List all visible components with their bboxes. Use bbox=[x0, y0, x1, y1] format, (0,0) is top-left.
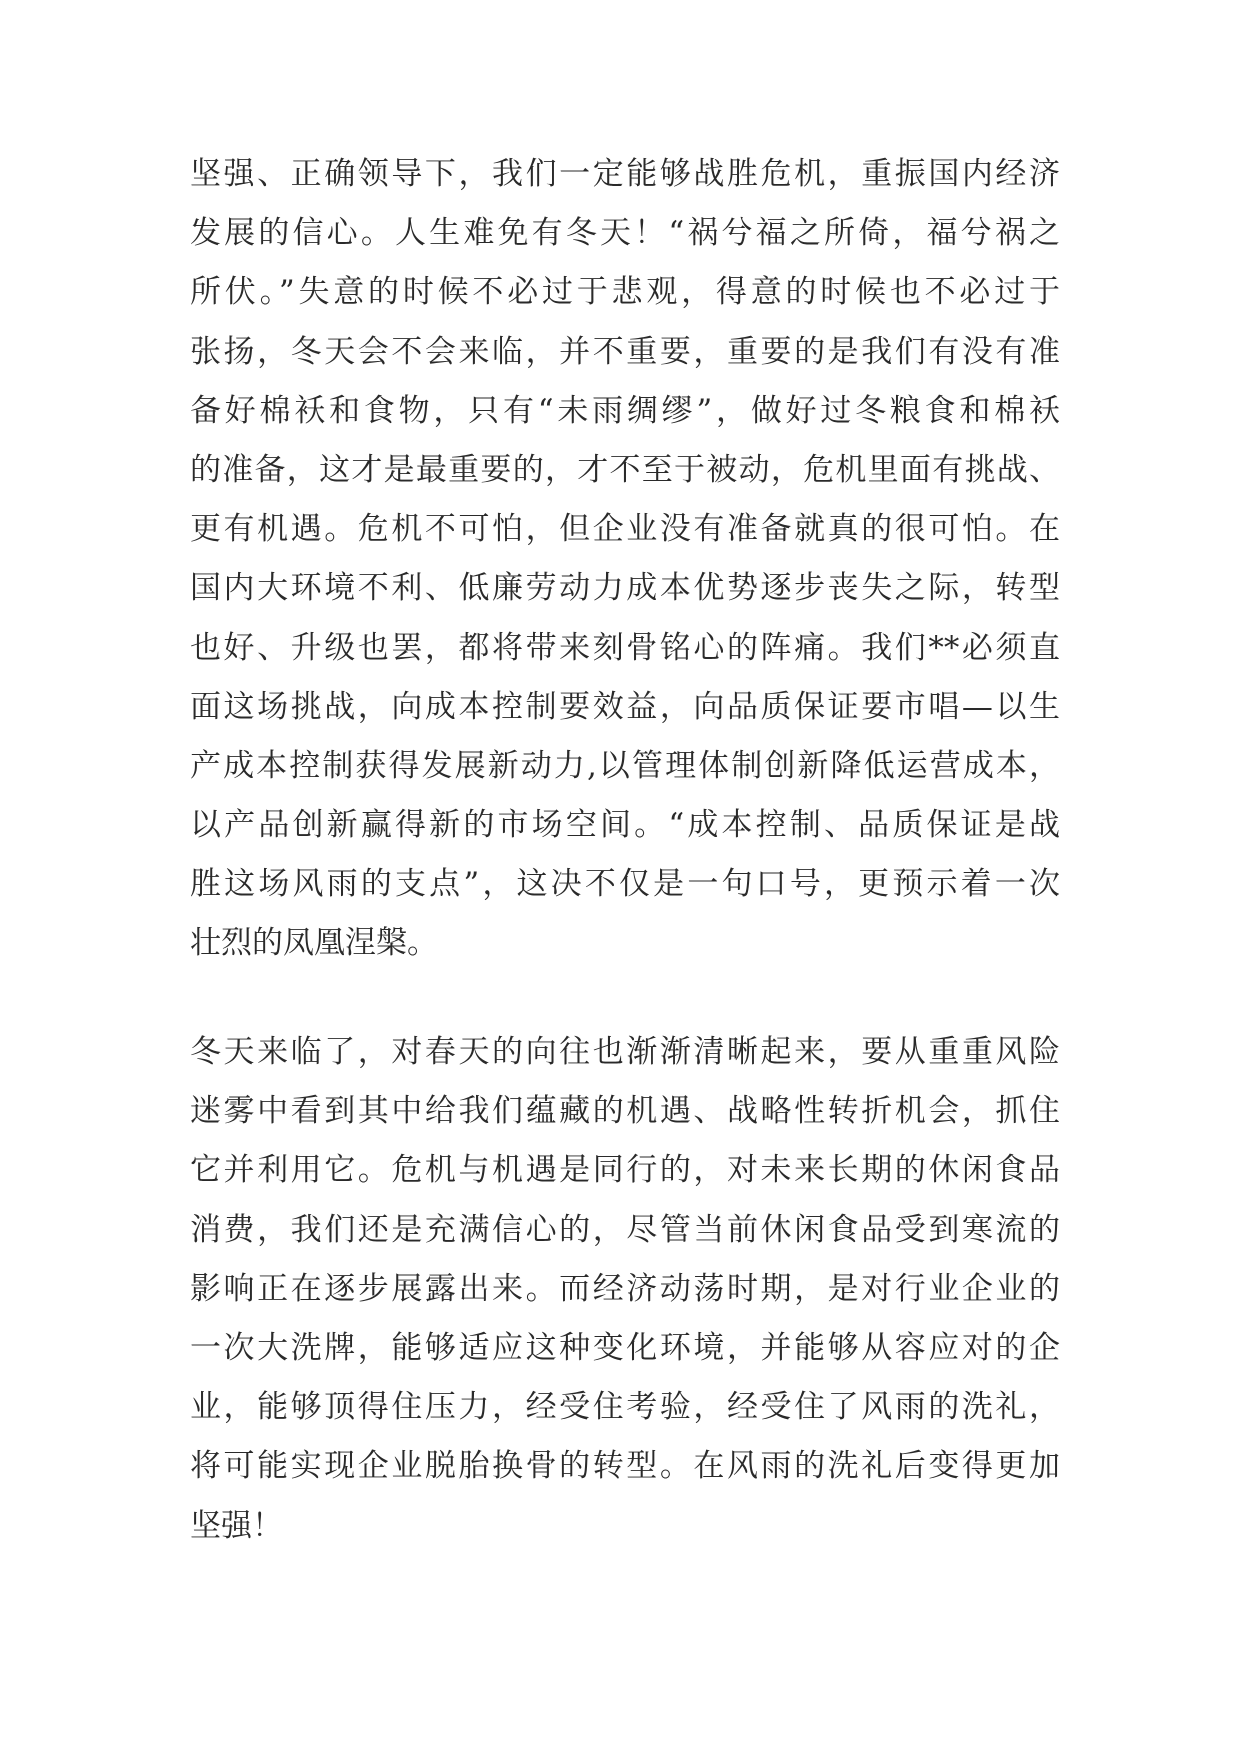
text-line: 张扬，冬天会不会来临，并不重要，重要的是我们有没有准 bbox=[190, 333, 1060, 370]
text-line: 发展的信心。人生难免有冬天！“祸兮福之所倚，福兮祸之 bbox=[190, 215, 1060, 252]
text-line: 将可能实现企业脱胎换骨的转型。在风雨的洗礼后变得更加 bbox=[190, 1448, 1060, 1485]
text-line: 影响正在逐步展露出来。而经济动荡时期，是对行业企业的 bbox=[190, 1270, 1060, 1307]
text-line: 迷雾中看到其中给我们蕴藏的机遇、战略性转折机会，抓住 bbox=[190, 1093, 1060, 1130]
text-line: 业，能够顶得住压力，经受住考验，经受住了风雨的洗礼， bbox=[190, 1389, 1060, 1426]
text-line: 胜这场风雨的支点”，这决不仅是一句口号，更预示着一次 bbox=[190, 866, 1060, 903]
text-line: 备好棉袄和食物，只有“未雨绸缪”，做好过冬粮食和棉袄 bbox=[190, 392, 1060, 429]
text-line: 消费，我们还是充满信心的，尽管当前休闲食品受到寒流的 bbox=[190, 1211, 1060, 1248]
text-line: 也好、升级也罢，都将带来刻骨铭心的阵痛。我们**必须直 bbox=[190, 629, 1060, 666]
text-line-last: 壮烈的凤凰涅槃。 bbox=[190, 925, 438, 962]
text-line: 坚强、正确领导下，我们一定能够战胜危机，重振国内经济 bbox=[190, 156, 1060, 192]
paragraph-1 bbox=[190, 145, 1060, 974]
text-line: 的准备，这才是最重要的，才不至于被动，危机里面有挑战、 bbox=[190, 451, 1060, 488]
text-line: 所伏。”失意的时候不必过于悲观，得意的时候也不必过于 bbox=[190, 274, 1060, 311]
text-line: 面这场挑战，向成本控制要效益，向品质保证要市唱—以生 bbox=[190, 688, 1060, 725]
text-line: 更有机遇。危机不可怕，但企业没有准备就真的很可怕。在 bbox=[190, 511, 1060, 548]
text-line: 一次大洗牌，能够适应这种变化环境，并能够从容应对的企 bbox=[190, 1329, 1060, 1366]
text-line-last: 坚强！ bbox=[190, 1507, 283, 1544]
text-line: 产成本控制获得发展新动力,以管理体制创新降低运营成本， bbox=[190, 747, 1060, 784]
paragraph-2 bbox=[190, 1023, 1060, 1556]
text-line: 冬天来临了，对春天的向往也渐渐清晰起来，要从重重风险 bbox=[190, 1034, 1060, 1070]
text-line: 它并利用它。危机与机遇是同行的，对未来长期的休闲食品 bbox=[190, 1152, 1060, 1189]
text-line: 国内大环境不利、低廉劳动力成本优势逐步丧失之际，转型 bbox=[190, 570, 1060, 607]
text-line: 以产品创新赢得新的市场空间。“成本控制、品质保证是战 bbox=[190, 807, 1060, 844]
